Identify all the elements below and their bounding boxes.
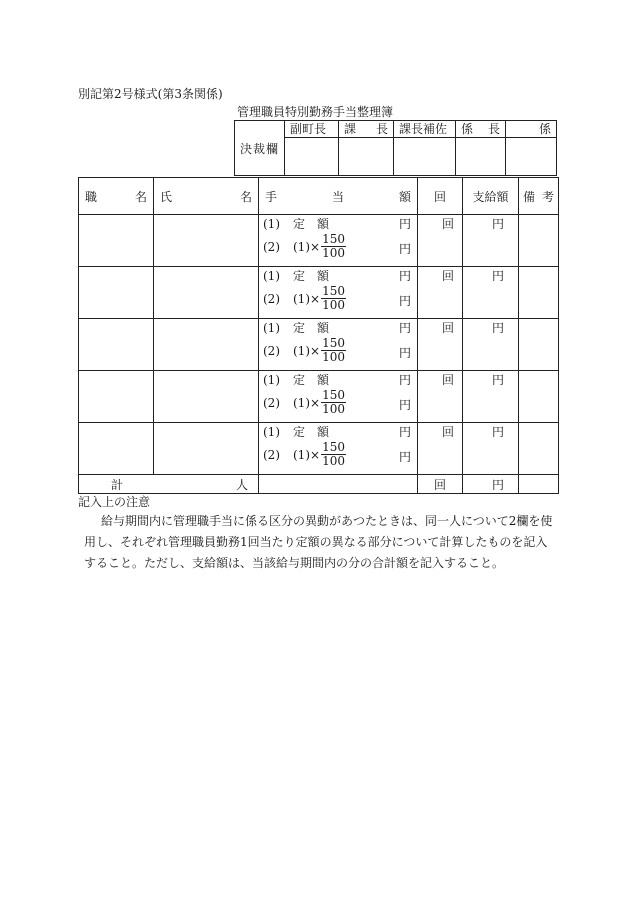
fraction-denominator: 100: [322, 350, 345, 364]
line2-reference: (1)×: [293, 291, 321, 306]
count-unit: 回: [441, 425, 454, 439]
name-cell[interactable]: [154, 319, 259, 371]
approval-header-vice-mayor: 副町長: [285, 121, 339, 138]
line1-number: (1): [263, 425, 280, 439]
yen-unit: 円: [491, 217, 504, 231]
remarks-cell[interactable]: [519, 267, 559, 319]
line2-reference: (1)×: [293, 343, 321, 358]
document-title: 管理職員特別勤務手当整理簿: [237, 105, 394, 119]
table-row: [79, 319, 559, 371]
yen-unit: 円: [398, 425, 411, 439]
name-cell[interactable]: [154, 423, 259, 475]
total-count-cell[interactable]: 回: [418, 475, 463, 494]
header-payment: 支給額: [463, 178, 519, 215]
fraction-numerator: 150: [322, 284, 345, 298]
fraction-denominator: 100: [322, 246, 345, 260]
payment-cell[interactable]: [463, 215, 519, 267]
line2-reference: (1)×: [293, 447, 321, 462]
allowance-cell[interactable]: [259, 267, 418, 319]
yen-unit: 円: [491, 425, 504, 439]
notes-body: 給与期間内に管理職手当に係る区分の異動があつたときは、同一人について2欄を使用し、それぞれ管理職員勤務1回当たり定額の異なる部分について計算したものを記入すること。ただし、支給額は、当該給与期間内の分の合計額を記入すること。: [84, 514, 553, 570]
line1-number: (1): [263, 373, 280, 387]
yen-unit: 円: [398, 346, 411, 360]
total-label-cell[interactable]: [79, 475, 259, 494]
position-cell[interactable]: [79, 267, 154, 319]
yen-unit: 円: [398, 398, 411, 412]
approval-stamp-box[interactable]: [456, 138, 506, 176]
count-unit: 回: [441, 269, 454, 283]
count-unit: 回: [441, 217, 454, 231]
fixed-amount-label: 定額: [293, 373, 342, 387]
remarks-cell[interactable]: [519, 371, 559, 423]
total-label: 計: [111, 477, 124, 492]
form-label: 別記第2号様式(第3条関係): [78, 87, 223, 101]
rate-fraction: [321, 337, 346, 364]
remarks-cell[interactable]: [519, 319, 559, 371]
yen-unit: 円: [398, 242, 411, 256]
payment-cell[interactable]: [463, 319, 519, 371]
count-unit: 回: [441, 373, 454, 387]
approval-header-subsection-chief: 係 長: [456, 121, 506, 138]
count-cell[interactable]: [418, 215, 463, 267]
yen-unit: 円: [491, 321, 504, 335]
yen-unit: 円: [491, 269, 504, 283]
count-cell[interactable]: [418, 371, 463, 423]
yen-unit: 円: [398, 373, 411, 387]
line2-number: (2): [263, 239, 280, 254]
line2-reference: (1)×: [293, 395, 321, 410]
allowance-cell[interactable]: [259, 423, 418, 475]
allowance-cell[interactable]: [259, 371, 418, 423]
approval-header-staff: 係: [506, 121, 557, 138]
yen-unit: 円: [491, 373, 504, 387]
approval-row-label: 決裁欄: [235, 121, 285, 176]
position-cell[interactable]: [79, 371, 154, 423]
header-position: 職 名: [79, 178, 154, 215]
position-cell[interactable]: [79, 423, 154, 475]
line2-number: (2): [263, 291, 280, 306]
approval-stamp-box[interactable]: [285, 138, 339, 176]
line2-reference: (1)×: [293, 239, 321, 254]
yen-unit: 円: [491, 477, 504, 492]
payment-cell[interactable]: [463, 423, 519, 475]
position-cell[interactable]: [79, 215, 154, 267]
approval-header-assistant-chief: 課長補佐: [394, 121, 456, 138]
approval-header-section-chief: 課 長: [339, 121, 394, 138]
fraction-denominator: 100: [322, 402, 345, 416]
yen-unit: 円: [398, 294, 411, 308]
rate-fraction: [321, 389, 346, 416]
total-allowance-cell[interactable]: [259, 475, 418, 494]
line2-number: (2): [263, 395, 280, 410]
approval-stamp-box[interactable]: [394, 138, 456, 176]
line2-number: (2): [263, 343, 280, 358]
line1-number: (1): [263, 269, 280, 283]
fraction-numerator: 150: [322, 232, 345, 246]
allowance-cell[interactable]: [259, 319, 418, 371]
count-cell[interactable]: [418, 319, 463, 371]
yen-unit: 円: [398, 217, 411, 231]
approval-stamp-box[interactable]: [506, 138, 557, 176]
table-row: [79, 423, 559, 475]
fixed-amount-label: 定額: [293, 321, 342, 335]
line1-number: (1): [263, 321, 280, 335]
count-cell[interactable]: [418, 267, 463, 319]
yen-unit: 円: [398, 321, 411, 335]
fixed-amount-label: 定額: [293, 269, 342, 283]
name-cell[interactable]: [154, 267, 259, 319]
position-cell[interactable]: [79, 319, 154, 371]
fixed-amount-label: 定額: [293, 425, 342, 439]
table-header-row: [79, 178, 559, 215]
fraction-numerator: 150: [322, 336, 345, 350]
total-remarks-cell[interactable]: [519, 475, 559, 494]
rate-fraction: [321, 441, 346, 468]
rate-fraction: [321, 285, 346, 312]
count-cell[interactable]: [418, 423, 463, 475]
remarks-cell[interactable]: [519, 423, 559, 475]
table-row: [79, 215, 559, 267]
allowance-ledger-table: [78, 177, 559, 494]
approval-table: [234, 120, 557, 176]
notes-title: 記入上の注意: [78, 495, 151, 509]
approval-stamp-box[interactable]: [339, 138, 394, 176]
line2-number: (2): [263, 447, 280, 462]
header-allowance-amount: 手 当 額: [259, 178, 418, 215]
table-row: [79, 371, 559, 423]
table-row: [79, 267, 559, 319]
header-name: 氏 名: [154, 178, 259, 215]
remarks-cell[interactable]: [519, 215, 559, 267]
yen-unit: 円: [398, 450, 411, 464]
fraction-denominator: 100: [322, 298, 345, 312]
fraction-denominator: 100: [322, 454, 345, 468]
header-count: 回: [418, 178, 463, 215]
rate-fraction: [321, 233, 346, 260]
payment-cell[interactable]: [463, 267, 519, 319]
yen-unit: 円: [398, 269, 411, 283]
fraction-numerator: 150: [322, 440, 345, 454]
total-row: [79, 475, 559, 494]
line1-number: (1): [263, 217, 280, 231]
name-cell[interactable]: [154, 215, 259, 267]
payment-cell[interactable]: [463, 371, 519, 423]
name-cell[interactable]: [154, 371, 259, 423]
allowance-cell[interactable]: [259, 215, 418, 267]
total-payment-cell[interactable]: [463, 475, 519, 494]
count-unit: 回: [441, 321, 454, 335]
total-people-unit: 人: [235, 477, 248, 492]
fixed-amount-label: 定額: [293, 217, 342, 231]
fraction-numerator: 150: [322, 388, 345, 402]
header-remarks: 備 考: [519, 178, 559, 215]
